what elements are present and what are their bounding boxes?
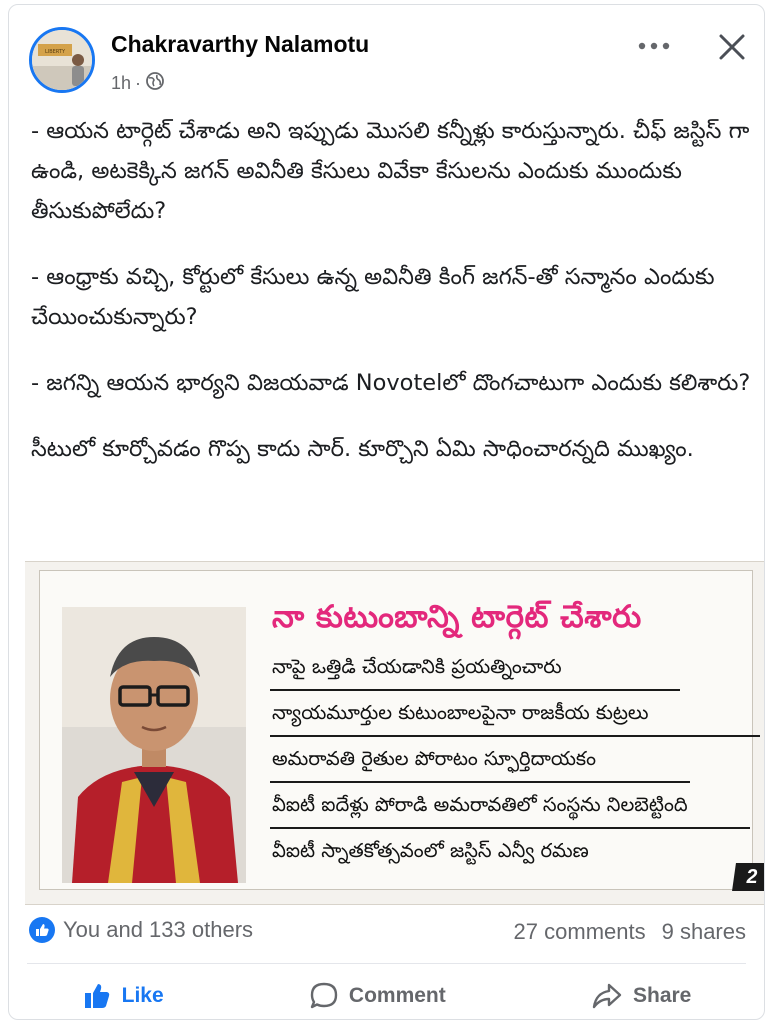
justice-photo [62, 607, 246, 883]
post-paragraph-1: - ఆయన టార్గెట్ చేశాడు అని ఇప్పుడు మొసలి కన్నీళ్లు కారుస్తున్నారు. చీఫ్ జస్టిస్ గా ఉండి, అటకెక్కిన జగన్ అవినీతి కేసులు వివేకా కేసులను ఎందుకు ముందుకు తీసుకుపోలేదు? [31, 118, 750, 224]
actions-divider [27, 963, 746, 964]
shares-count[interactable]: 9 shares [661, 919, 746, 944]
news-headline: నా కుటుంబాన్ని టార్గెట్ చేశారు [272, 599, 642, 635]
reactions-text: You and 133 others [63, 917, 254, 942]
post-paragraph-4: సీటులో కూర్చోవడం గొప్ప కాదు సార్. కూర్చొని ఏమి సాధించారన్నది ముఖ్యం. [31, 436, 694, 462]
post-meta [111, 71, 165, 96]
ellipsis-icon [637, 41, 671, 51]
post-text [31, 111, 751, 495]
comment-button[interactable] [285, 977, 470, 1015]
action-bar [9, 973, 764, 1019]
thumbs-up-icon [82, 981, 112, 1011]
subhead-rule [270, 781, 690, 783]
post-card [8, 4, 765, 1020]
post-time[interactable]: 1h [111, 73, 132, 93]
post-image[interactable] [25, 561, 765, 905]
post-paragraph-2: - ఆంధ్రాకు వచ్చి, కోర్టులో కేసులు ఉన్న అవినీతి కింగ్ జగన్-తో సన్మానం ఎందుకు చేయించుకున్నారు? [31, 264, 715, 330]
close-button[interactable] [709, 27, 755, 67]
comment-icon [309, 981, 339, 1011]
news-subhead-4: వీఐటీ ఐదేళ్లు పోరాడి అమరావతిలో సంస్థను నిలబెట్టింది [272, 793, 688, 816]
subhead-rule [270, 827, 750, 829]
like-reaction-icon [29, 917, 55, 943]
like-label: Like [121, 984, 164, 1007]
reactions-summary[interactable] [29, 917, 253, 943]
engagement-counts [514, 919, 746, 945]
news-subhead-2: న్యాయమూర్తుల కుటుంబాలపైనా రాజకీయ కుట్రలు [272, 701, 649, 724]
avatar-sign-text: LIBERTY [44, 49, 66, 55]
post-paragraph-3: - జగన్ని ఆయన భార్యని విజయవాడ Novotelలో దొంగచాటుగా ఎందుకు కలిశారు? [31, 370, 751, 396]
share-button[interactable] [567, 977, 715, 1015]
avatar[interactable] [29, 27, 95, 93]
share-label: Share [633, 984, 692, 1007]
comment-label: Comment [348, 984, 446, 1007]
news-subhead-5: వీఐటీ స్నాతకోత్సవంలో జస్టిస్ ఎన్వీ రమణ [272, 839, 589, 862]
like-button[interactable] [58, 977, 188, 1015]
subhead-rule [270, 735, 760, 737]
share-arrow-icon [591, 981, 623, 1011]
page-number-badge: 2 [732, 863, 765, 891]
meta-separator: · [135, 73, 142, 93]
comments-count[interactable]: 27 comments [513, 919, 646, 944]
news-clipping [39, 570, 760, 890]
close-icon [717, 32, 747, 62]
more-options-button[interactable] [631, 29, 677, 63]
avatar-image [32, 30, 92, 90]
globe-icon[interactable] [145, 71, 165, 96]
author-name[interactable]: Chakravarthy Nalamotu [111, 31, 370, 57]
subhead-rule [270, 689, 680, 691]
news-subhead-3: అమరావతి రైతుల పోరాటం స్ఫూర్తిదాయకం [272, 747, 596, 770]
news-subhead-1: నాపై ఒత్తిడి చేయడానికి ప్రయత్నించారు [272, 655, 562, 678]
